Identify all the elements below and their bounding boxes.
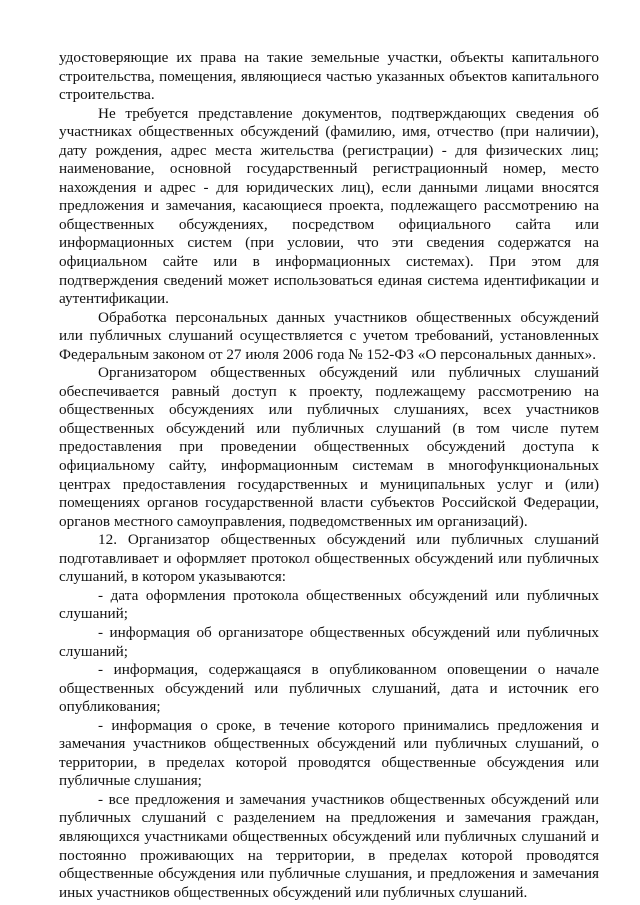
list-item-organizer-info: - информация об организаторе общественных обсуждений или публичных слушаний; [59, 623, 599, 660]
list-item-protocol-date: - дата оформления протокола общественных обсуждений или публичных слушаний; [59, 586, 599, 623]
paragraph-item-12: 12. Организатор общественных обсуждений или публичных слушаний подготавливает и оформляет протокол общественных обсуждений или публичных слушаний, в котором указываются: [59, 531, 599, 586]
paragraph-documents-not-required: Не требуется представление документов, подтверждающих сведения об участниках общественных обсуждений (фамилию, имя, отчество (при наличии), дату рождения, адрес места жительства (регистрации) - для физических лиц; наименование, основной государственный регистрационный номер, место нахождения и адрес - для юридических лиц), если данными лицами вносятся предложения и замечания, касающиеся проекта, подлежащего рассмотрению на общественных обсуждениях, посредством официального сайта или информационных систем (при условии, что эти сведения содержатся на официальном сайте или в информационных системах). При этом для подтверждения сведений может использоваться единая система идентификации и аутентификации. [59, 104, 599, 308]
paragraph-personal-data: Обработка персональных данных участников общественных обсуждений или публичных слушаний осуществляется с учетом требований, установленных Федеральным законом от 27 июля 2006 года № 152-ФЗ «О персональных данных». [59, 308, 599, 363]
list-item-all-proposals: - все предложения и замечания участников общественных обсуждений или публичных слушаний с разделением на предложения и замечания граждан, являющихся участниками общественных обсуждений или публичных слушаний и постоянно проживающих на территории, в пределах которой проводятся общественные обсуждения или публичные слушания, и предложения и замечания иных участников общественных обсуждений или публичных слушаний. [59, 790, 599, 901]
paragraph-continuation: удостоверяющие их права на такие земельные участки, объекты капитального строительства, помещения, являющиеся частью указанных объектов капитального строительства. [59, 49, 599, 104]
list-item-notice-info: - информация, содержащаяся в опубликованном оповещении о начале общественных обсуждений или публичных слушаний, дата и источник его опубликования; [59, 661, 599, 716]
paragraph-equal-access: Организатором общественных обсуждений или публичных слушаний обеспечивается равный доступ к проекту, подлежащему рассмотрению на общественных обсуждениях или публичных слушаниях, всех участников общественных обсуждений или публичных слушаний (в том числе путем предоставления при проведении общественных обсуждений доступа к официальному сайту, информационным системам в многофункциональных центрах предоставления государственных и муниципальных услуг и (или) помещениях органов государственной власти субъектов Российской Федерации, органов местного самоуправления, подведомственных им организаций). [59, 364, 599, 530]
document-body [59, 49, 599, 902]
list-item-term-info: - информация о сроке, в течение которого принимались предложения и замечания участников общественных обсуждений или публичных слушаний, о территории, в пределах которой проводятся общественные обсуждения или публичные слушания; [59, 716, 599, 790]
